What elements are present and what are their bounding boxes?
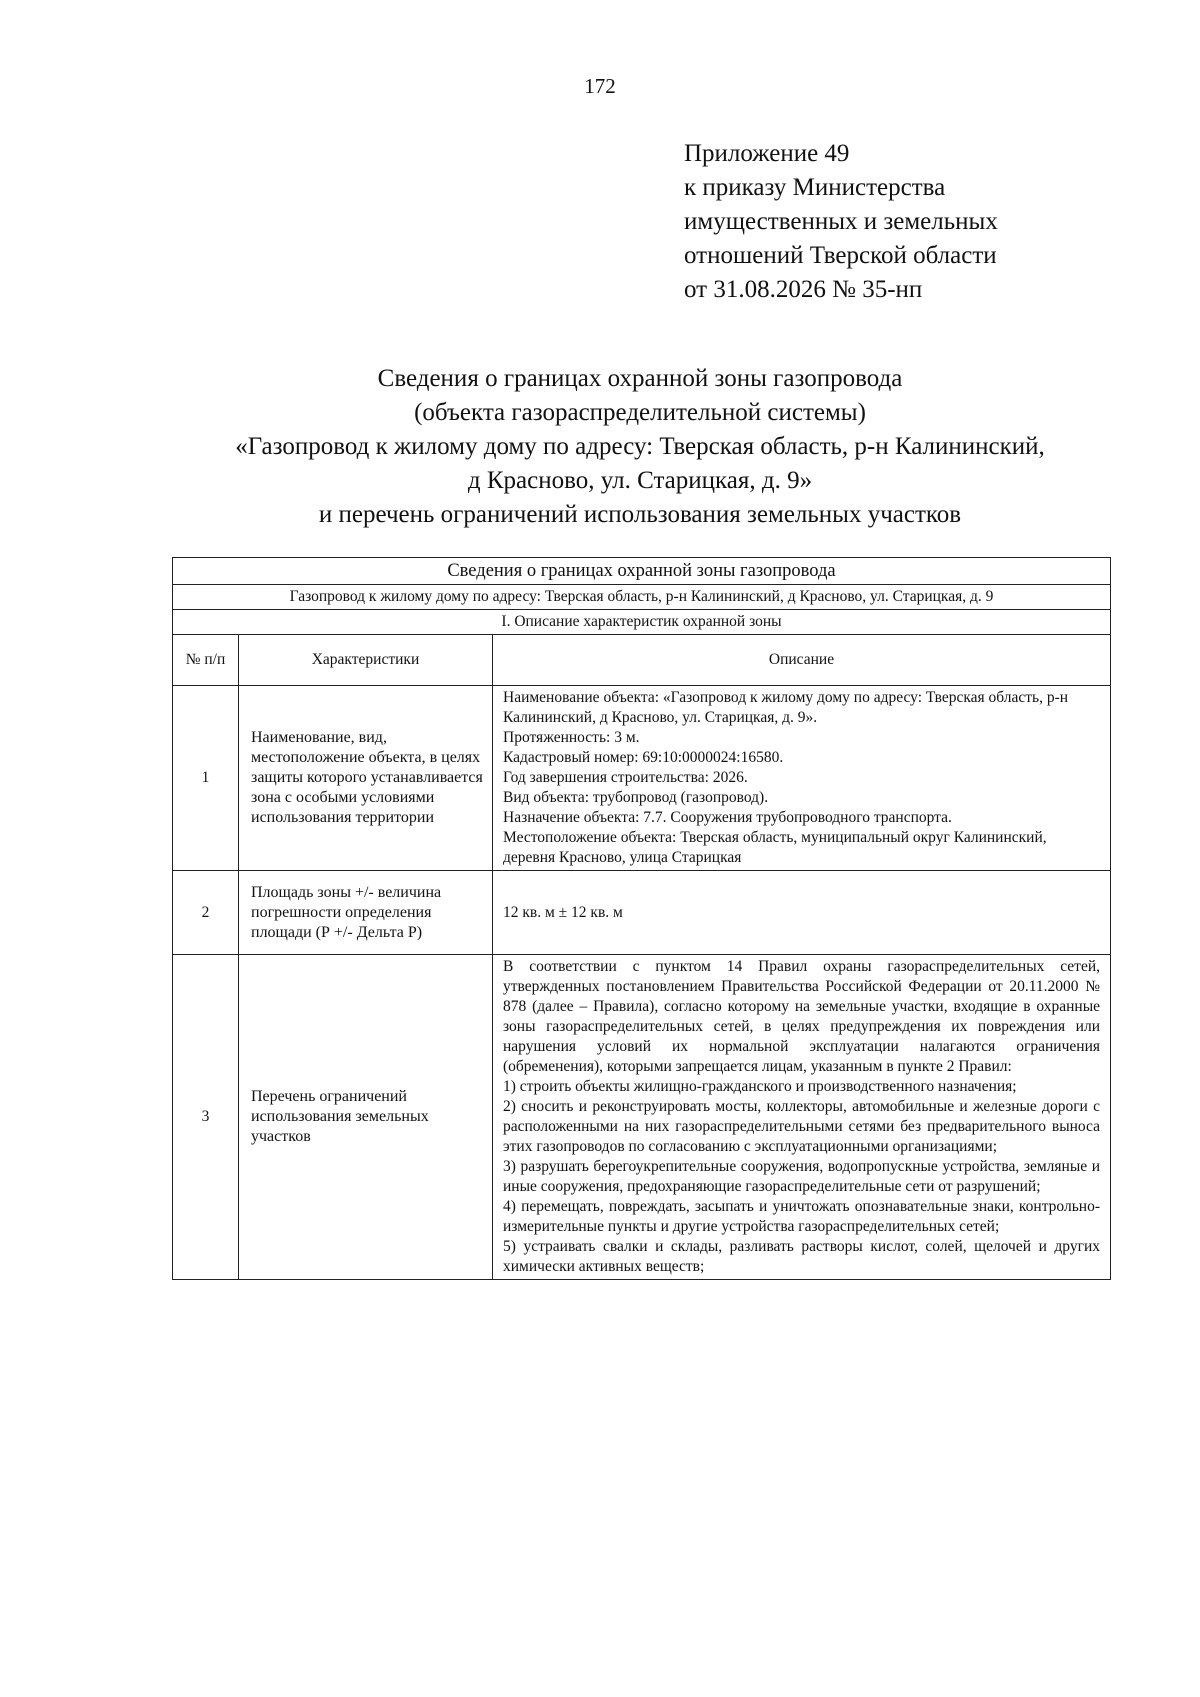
- appendix-line: имущественных и земельных: [684, 208, 998, 235]
- description-paragraph: Назначение объекта: 7.7. Сооружения трубопроводного транспорта.: [503, 809, 952, 826]
- table-column-headers: [173, 635, 1111, 686]
- row-characteristic: Перечень ограничений использования земельных участков: [239, 955, 493, 1280]
- table-header-row: [173, 558, 1111, 585]
- row-description: [493, 686, 1111, 871]
- description-paragraph: Год завершения строительства: 2026.: [503, 769, 748, 786]
- title-line: «Газопровод к жилому дому по адресу: Тверская область, р-н Калининский,: [235, 433, 1045, 460]
- table-main-header: Сведения о границах охранной зоны газопровода: [173, 558, 1111, 585]
- description-paragraph: В соответствии с пунктом 14 Правил охраны газораспределительных сетей, утвержденных постановлением Правительства Российской Федерации от 20.11.2000 № 878 (далее – Правила), согласно которому на земельные участки, входящие в охранные зоны газораспределительных сетей, в целях предупреждения их повреждения или нарушения условий их нормальной эксплуатации налагаются ограничения (обременения), которыми запрещается лицам, указанным в пункте 2 Правил:: [503, 958, 1100, 1075]
- title-line: Сведения о границах охранной зоны газопровода: [377, 365, 903, 392]
- row-description: [493, 871, 1111, 955]
- description-paragraph: Местоположение объекта: Тверская область, муниципальный округ Калининский, деревня Красново, улица Старицкая: [503, 829, 1047, 866]
- row-number: 1: [173, 686, 239, 871]
- appendix-line: отношений Тверской области: [684, 242, 997, 269]
- row-number: 2: [173, 871, 239, 955]
- table-row: [173, 955, 1111, 1280]
- title-line: (объекта газораспределительной системы): [414, 399, 866, 426]
- description-paragraph: 1) строить объекты жилищно-гражданского и производственного назначения;: [503, 1078, 1017, 1095]
- description-paragraph: Протяженность: 3 м.: [503, 729, 640, 746]
- row-characteristic: Наименование, вид, местоположение объекта, в целях защиты которого устанавливается зона с особыми условиями использования территории: [239, 686, 493, 871]
- table-row: [173, 871, 1111, 955]
- document-title: [150, 362, 1130, 532]
- column-header-characteristic: Характеристики: [239, 635, 493, 686]
- page-number: 172: [584, 74, 616, 98]
- title-line: и перечень ограничений использования земельных участков: [318, 501, 962, 528]
- description-paragraph: 5) устраивать свалки и склады, разливать растворы кислот, солей, щелочей и других химически активных веществ;: [503, 1238, 1100, 1275]
- description-paragraph: 12 кв. м ± 12 кв. м: [503, 903, 623, 921]
- appendix-line: от 31.08.2026 № 35-нп: [684, 276, 923, 303]
- description-paragraph: 3) разрушать берегоукрепительные сооружения, водопропускные устройства, земляные и иные сооружения, предохраняющие газораспределительные сети от разрушений;: [503, 1158, 1100, 1195]
- appendix-line: к приказу Министерства: [684, 174, 946, 201]
- table-row: [173, 686, 1111, 871]
- description-paragraph: Вид объекта: трубопровод (газопровод).: [503, 789, 769, 806]
- description-paragraph: Кадастровый номер: 69:10:0000024:16580.: [503, 749, 784, 766]
- description-paragraph: 2) сносить и реконструировать мосты, коллекторы, автомобильные и железные дороги с расположенными на них газораспределительными сетями без предварительного выноса этих газопроводов по согласованию с эксплуатационными организациями;: [503, 1098, 1100, 1155]
- column-header-description: Описание: [493, 635, 1111, 686]
- appendix-line: Приложение 49: [684, 140, 850, 167]
- title-line: д Красново, ул. Старицкая, д. 9»: [467, 467, 813, 494]
- table-section-title: I. Описание характеристик охранной зоны: [173, 610, 1111, 635]
- table-object-row: [173, 585, 1111, 610]
- appendix-block: [684, 137, 998, 307]
- description-paragraph: 4) перемещать, повреждать, засыпать и уничтожать опознавательные знаки, контрольно-измерительные пункты и другие устройства газораспределительных сетей;: [503, 1198, 1100, 1235]
- column-header-num: № п/п: [173, 635, 239, 686]
- row-description: [493, 955, 1111, 1280]
- row-number: 3: [173, 955, 239, 1280]
- description-paragraph: Наименование объекта: «Газопровод к жилому дому по адресу: Тверская область, р-н Калининский, д Красново, ул. Старицкая, д. 9».: [503, 689, 1069, 726]
- row-characteristic: Площадь зоны +/- величина погрешности определения площади (Р +/- Дельта Р): [239, 871, 493, 955]
- table-object-header: Газопровод к жилому дому по адресу: Тверская область, р-н Калининский, д Красново, ул. Старицкая, д. 9: [173, 585, 1111, 610]
- table-section-row: [173, 610, 1111, 635]
- protection-zone-table: [172, 557, 1111, 1280]
